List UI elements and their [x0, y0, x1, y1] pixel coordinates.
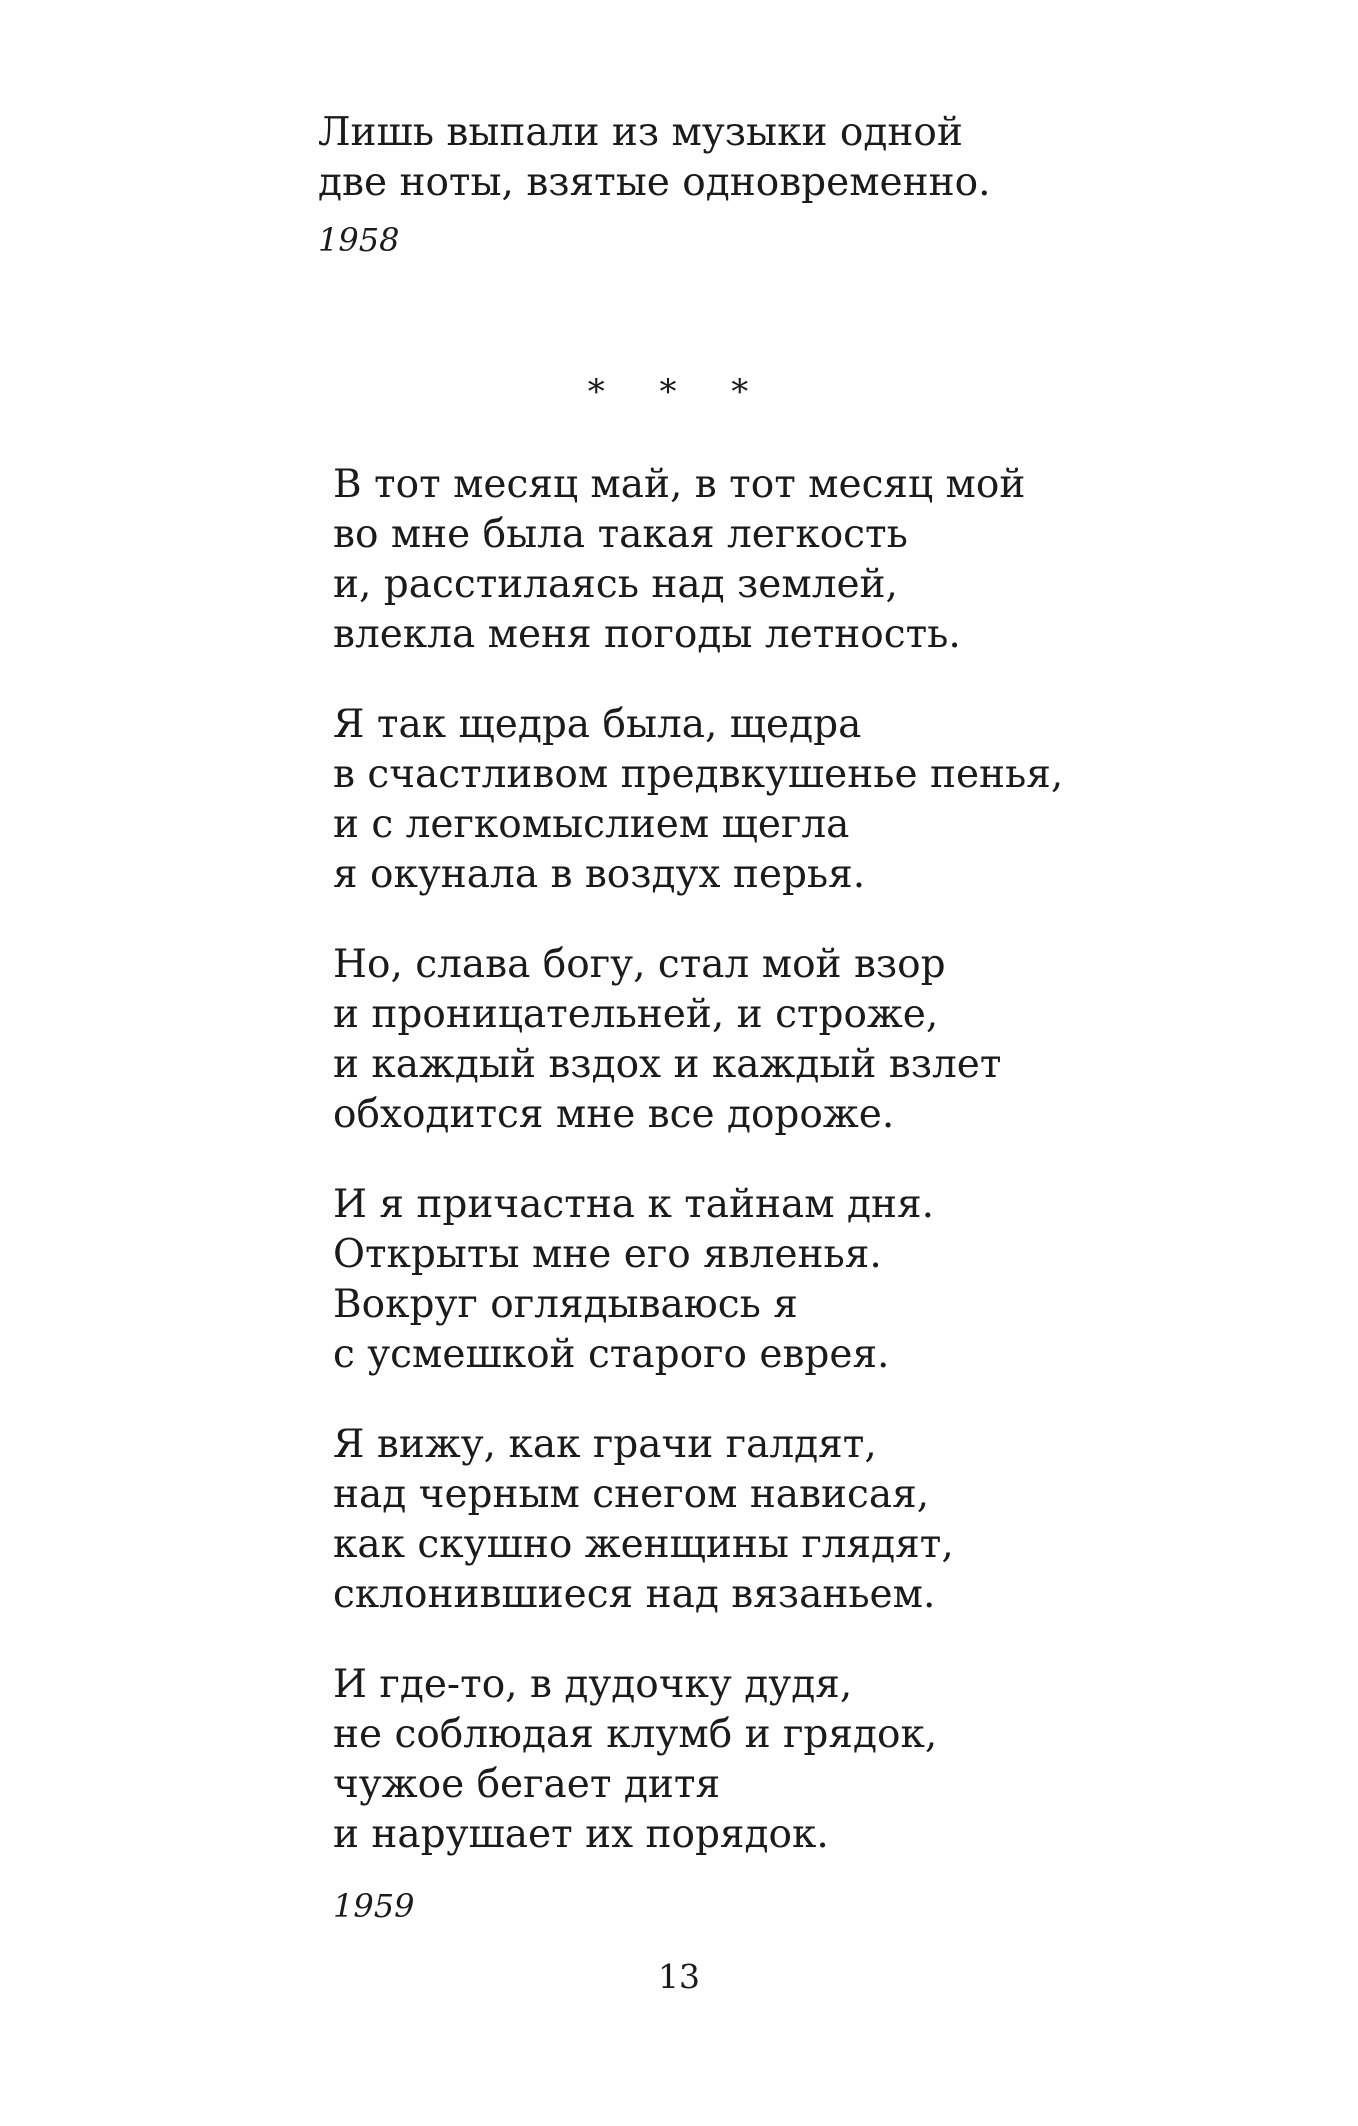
poem-line: склонившиеся над вязаньем. — [333, 1572, 936, 1617]
poem-line: И я причастна к тайнам дня. — [333, 1182, 935, 1227]
poem-line: как скушно женщины глядят, — [333, 1522, 954, 1567]
poem-line: и проницательней, и строже, — [333, 992, 939, 1037]
previous-poem-ending — [318, 108, 1218, 262]
poem — [333, 460, 1233, 1928]
poem-line: Я так щедра была, щедра — [333, 702, 862, 747]
poem-line: две ноты, взятые одновременно. — [318, 160, 991, 205]
poem-line: В тот месяц май, в тот месяц мой — [333, 462, 1026, 507]
poem-line: Лишь выпали из музыки одной — [318, 110, 963, 155]
poem-line: Я вижу, как грачи галдят, — [333, 1422, 877, 1467]
poem-line: я окунала в воздух перья. — [333, 852, 866, 897]
stanza — [333, 940, 1233, 1140]
poem-line: обходится мне все дороже. — [333, 1092, 895, 1137]
poem-line: И где-то, в дудочку дудя, — [333, 1662, 853, 1707]
poem-line: над черным снегом нависая, — [333, 1472, 930, 1517]
poem-date: 1958 — [318, 221, 400, 259]
poem-separator: * * * — [587, 372, 771, 412]
poem-line: Но, слава богу, стал мой взор — [333, 942, 946, 987]
poem-line: влекла меня погоды летность. — [333, 612, 961, 657]
poem-line: и каждый вздох и каждый взлет — [333, 1042, 1002, 1087]
poem-line: во мне была такая легкость — [333, 512, 908, 557]
poem-line: не соблюдая клумб и грядок, — [333, 1712, 938, 1757]
stanza — [333, 1660, 1233, 1860]
stanza — [333, 1180, 1233, 1380]
poem-line: в счастливом предвкушенье пенья, — [333, 752, 1064, 797]
poem-line: Вокруг оглядываюсь я — [333, 1282, 798, 1327]
stanza — [333, 700, 1233, 900]
poem-line: чужое бегает дитя — [333, 1762, 721, 1807]
poem-line: Открыты мне его явленья. — [333, 1232, 882, 1277]
stanza — [333, 460, 1233, 660]
stanza — [333, 1420, 1233, 1620]
poem-line: и, расстилаясь над землей, — [333, 562, 898, 607]
poem-line: и нарушает их порядок. — [333, 1812, 829, 1857]
poem-line: с усмешкой старого еврея. — [333, 1332, 890, 1377]
poem-line: и с легкомыслием щегла — [333, 802, 850, 847]
page-number: 13 — [658, 1957, 700, 1996]
poem-date: 1959 — [333, 1887, 415, 1925]
